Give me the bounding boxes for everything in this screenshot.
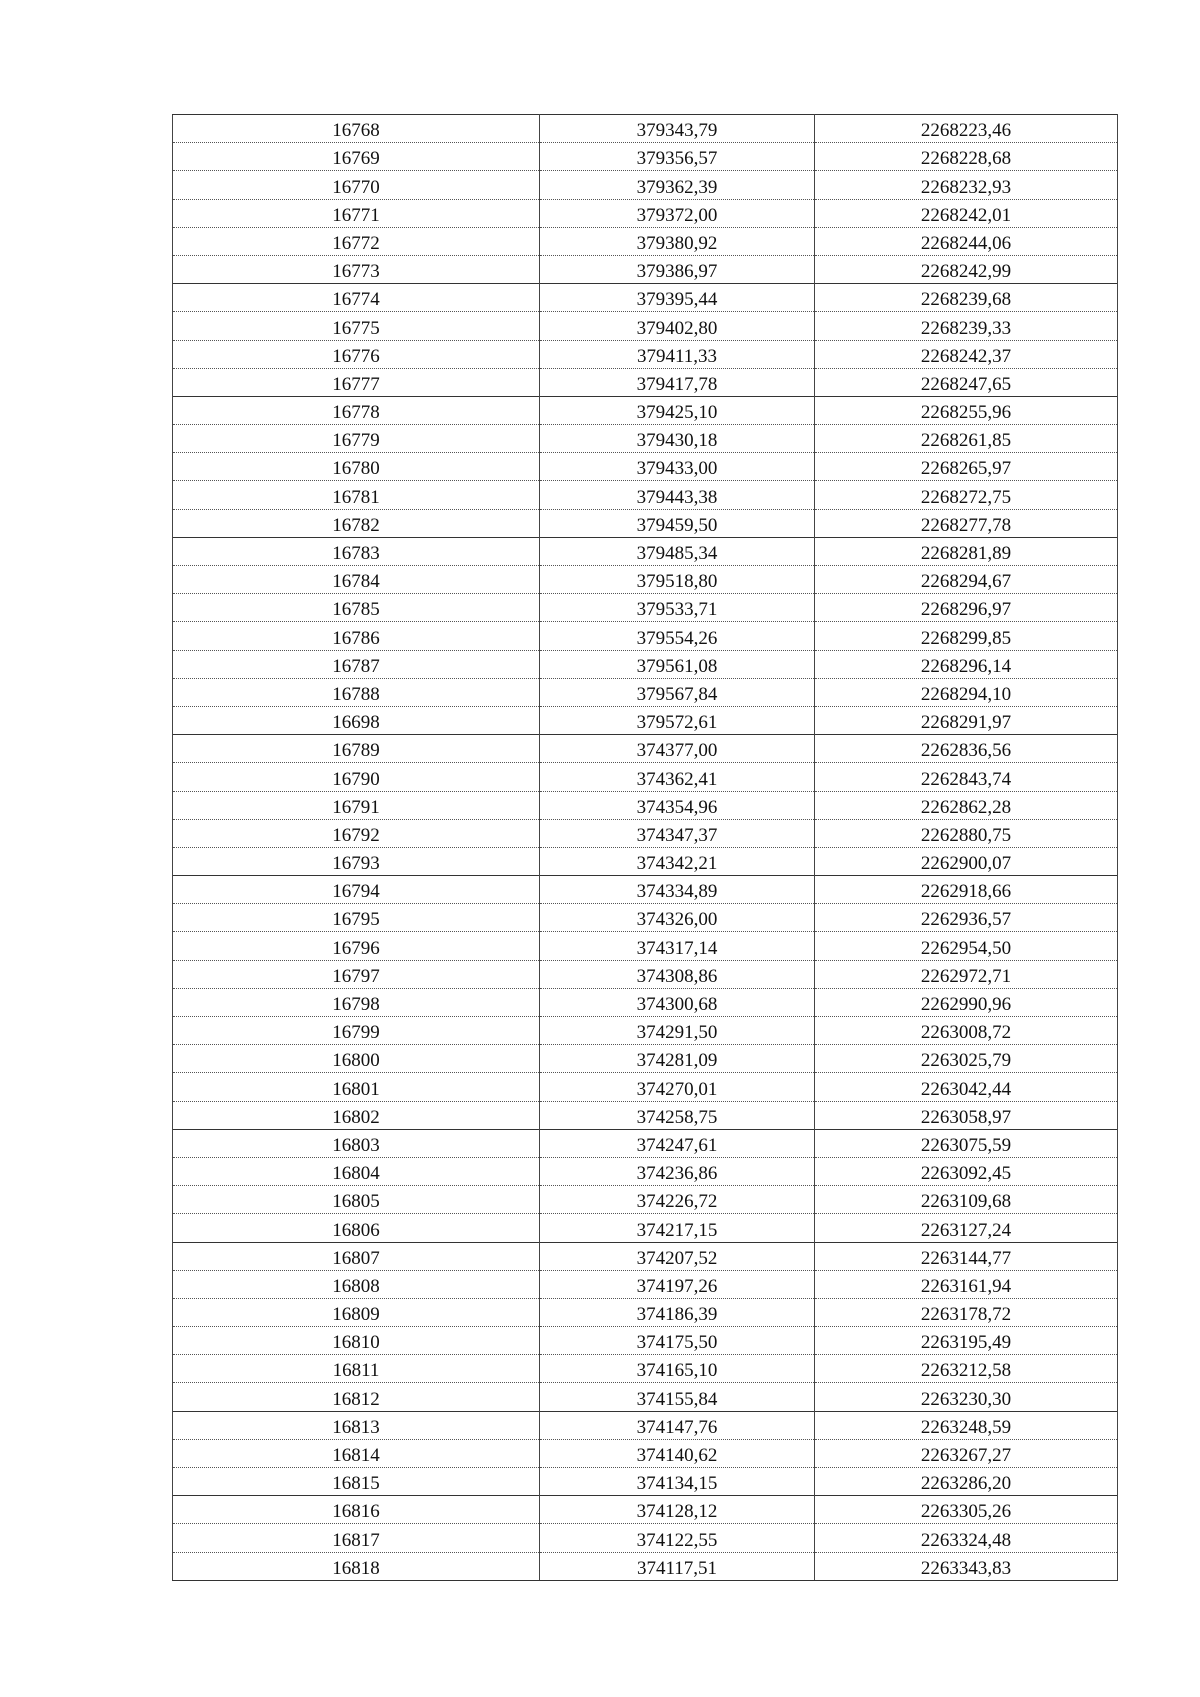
table-row [173, 988, 1118, 1016]
point-number-cell: 16791 [173, 791, 540, 819]
x-coordinate-cell: 379356,57 [540, 143, 815, 171]
point-number-cell: 16781 [173, 481, 540, 509]
x-coordinate-cell: 374140,62 [540, 1439, 815, 1467]
table-row [173, 1355, 1118, 1383]
y-coordinate-cell: 2268228,68 [815, 143, 1118, 171]
point-number-cell: 16769 [173, 143, 540, 171]
x-coordinate-cell: 379485,34 [540, 537, 815, 565]
point-number-cell: 16790 [173, 763, 540, 791]
x-coordinate-cell: 374334,89 [540, 876, 815, 904]
y-coordinate-cell: 2263212,58 [815, 1355, 1118, 1383]
x-coordinate-cell: 379411,33 [540, 340, 815, 368]
table-row [173, 566, 1118, 594]
y-coordinate-cell: 2268255,96 [815, 396, 1118, 424]
x-coordinate-cell: 379533,71 [540, 594, 815, 622]
x-coordinate-cell: 379402,80 [540, 312, 815, 340]
y-coordinate-cell: 2263008,72 [815, 1017, 1118, 1045]
point-number-cell: 16794 [173, 876, 540, 904]
x-coordinate-cell: 374165,10 [540, 1355, 815, 1383]
point-number-cell: 16778 [173, 396, 540, 424]
table-row [173, 960, 1118, 988]
y-coordinate-cell: 2268296,97 [815, 594, 1118, 622]
y-coordinate-cell: 2268299,85 [815, 622, 1118, 650]
x-coordinate-cell: 379417,78 [540, 368, 815, 396]
table-row [173, 1552, 1118, 1580]
point-number-cell: 16775 [173, 312, 540, 340]
point-number-cell: 16783 [173, 537, 540, 565]
point-number-cell: 16800 [173, 1045, 540, 1073]
y-coordinate-cell: 2268277,78 [815, 509, 1118, 537]
table-row [173, 1186, 1118, 1214]
y-coordinate-cell: 2263042,44 [815, 1073, 1118, 1101]
y-coordinate-cell: 2263324,48 [815, 1524, 1118, 1552]
table-row [173, 904, 1118, 932]
x-coordinate-cell: 374117,51 [540, 1552, 815, 1580]
y-coordinate-cell: 2268247,65 [815, 368, 1118, 396]
y-coordinate-cell: 2262900,07 [815, 847, 1118, 875]
table-row [173, 876, 1118, 904]
table-row [173, 594, 1118, 622]
y-coordinate-cell: 2268296,14 [815, 650, 1118, 678]
x-coordinate-cell: 374308,86 [540, 960, 815, 988]
x-coordinate-cell: 379567,84 [540, 678, 815, 706]
table-row [173, 1017, 1118, 1045]
y-coordinate-cell: 2268291,97 [815, 706, 1118, 734]
table-row [173, 396, 1118, 424]
x-coordinate-cell: 374354,96 [540, 791, 815, 819]
y-coordinate-cell: 2263286,20 [815, 1468, 1118, 1496]
table-row [173, 847, 1118, 875]
table-row [173, 1383, 1118, 1411]
table-row [173, 481, 1118, 509]
point-number-cell: 16803 [173, 1129, 540, 1157]
table-row [173, 1242, 1118, 1270]
y-coordinate-cell: 2263248,59 [815, 1411, 1118, 1439]
x-coordinate-cell: 374347,37 [540, 819, 815, 847]
y-coordinate-cell: 2268232,93 [815, 171, 1118, 199]
point-number-cell: 16787 [173, 650, 540, 678]
point-number-cell: 16772 [173, 227, 540, 255]
point-number-cell: 16698 [173, 706, 540, 734]
x-coordinate-cell: 379518,80 [540, 566, 815, 594]
table-row [173, 622, 1118, 650]
point-number-cell: 16808 [173, 1270, 540, 1298]
table-row [173, 1496, 1118, 1524]
x-coordinate-cell: 374186,39 [540, 1298, 815, 1326]
table-row [173, 453, 1118, 481]
x-coordinate-cell: 374207,52 [540, 1242, 815, 1270]
point-number-cell: 16801 [173, 1073, 540, 1101]
table-row [173, 678, 1118, 706]
table-row [173, 340, 1118, 368]
point-number-cell: 16768 [173, 115, 540, 143]
x-coordinate-cell: 374342,21 [540, 847, 815, 875]
x-coordinate-cell: 379343,79 [540, 115, 815, 143]
y-coordinate-cell: 2263305,26 [815, 1496, 1118, 1524]
table-row [173, 227, 1118, 255]
x-coordinate-cell: 379459,50 [540, 509, 815, 537]
x-coordinate-cell: 374317,14 [540, 932, 815, 960]
x-coordinate-cell: 374128,12 [540, 1496, 815, 1524]
y-coordinate-cell: 2263144,77 [815, 1242, 1118, 1270]
point-number-cell: 16805 [173, 1186, 540, 1214]
table-row [173, 1270, 1118, 1298]
y-coordinate-cell: 2262918,66 [815, 876, 1118, 904]
x-coordinate-cell: 379572,61 [540, 706, 815, 734]
point-number-cell: 16789 [173, 735, 540, 763]
table-row [173, 1298, 1118, 1326]
table-row [173, 1101, 1118, 1129]
x-coordinate-cell: 379425,10 [540, 396, 815, 424]
y-coordinate-cell: 2263343,83 [815, 1552, 1118, 1580]
table-row [173, 1411, 1118, 1439]
x-coordinate-cell: 374326,00 [540, 904, 815, 932]
x-coordinate-cell: 374122,55 [540, 1524, 815, 1552]
x-coordinate-cell: 379443,38 [540, 481, 815, 509]
y-coordinate-cell: 2262990,96 [815, 988, 1118, 1016]
table-row [173, 735, 1118, 763]
table-row [173, 1524, 1118, 1552]
point-number-cell: 16811 [173, 1355, 540, 1383]
y-coordinate-cell: 2262843,74 [815, 763, 1118, 791]
point-number-cell: 16773 [173, 255, 540, 283]
x-coordinate-cell: 379372,00 [540, 199, 815, 227]
y-coordinate-cell: 2268244,06 [815, 227, 1118, 255]
y-coordinate-cell: 2263109,68 [815, 1186, 1118, 1214]
x-coordinate-cell: 379395,44 [540, 284, 815, 312]
table-row [173, 537, 1118, 565]
table-row [173, 312, 1118, 340]
y-coordinate-cell: 2263195,49 [815, 1327, 1118, 1355]
y-coordinate-cell: 2262862,28 [815, 791, 1118, 819]
table-row [173, 791, 1118, 819]
table-row [173, 1327, 1118, 1355]
point-number-cell: 16780 [173, 453, 540, 481]
x-coordinate-cell: 374134,15 [540, 1468, 815, 1496]
y-coordinate-cell: 2268294,67 [815, 566, 1118, 594]
y-coordinate-cell: 2263127,24 [815, 1214, 1118, 1242]
point-number-cell: 16818 [173, 1552, 540, 1580]
y-coordinate-cell: 2263025,79 [815, 1045, 1118, 1073]
x-coordinate-cell: 379362,39 [540, 171, 815, 199]
table-row [173, 368, 1118, 396]
table-row [173, 1073, 1118, 1101]
point-number-cell: 16798 [173, 988, 540, 1016]
x-coordinate-cell: 374362,41 [540, 763, 815, 791]
table-row [173, 932, 1118, 960]
y-coordinate-cell: 2263267,27 [815, 1439, 1118, 1467]
y-coordinate-cell: 2268261,85 [815, 425, 1118, 453]
point-number-cell: 16771 [173, 199, 540, 227]
table-row [173, 1439, 1118, 1467]
y-coordinate-cell: 2262972,71 [815, 960, 1118, 988]
point-number-cell: 16792 [173, 819, 540, 847]
point-number-cell: 16779 [173, 425, 540, 453]
table-row [173, 650, 1118, 678]
point-number-cell: 16807 [173, 1242, 540, 1270]
point-number-cell: 16788 [173, 678, 540, 706]
table-row [173, 706, 1118, 734]
table-row [173, 199, 1118, 227]
x-coordinate-cell: 374236,86 [540, 1157, 815, 1185]
point-number-cell: 16806 [173, 1214, 540, 1242]
table-row [173, 115, 1118, 143]
y-coordinate-cell: 2268294,10 [815, 678, 1118, 706]
y-coordinate-cell: 2263230,30 [815, 1383, 1118, 1411]
table-row [173, 1157, 1118, 1185]
table-row [173, 763, 1118, 791]
point-number-cell: 16770 [173, 171, 540, 199]
x-coordinate-cell: 374291,50 [540, 1017, 815, 1045]
point-number-cell: 16784 [173, 566, 540, 594]
table-row [173, 284, 1118, 312]
table-row [173, 1045, 1118, 1073]
point-number-cell: 16814 [173, 1439, 540, 1467]
x-coordinate-cell: 374175,50 [540, 1327, 815, 1355]
y-coordinate-cell: 2268281,89 [815, 537, 1118, 565]
x-coordinate-cell: 379430,18 [540, 425, 815, 453]
point-number-cell: 16809 [173, 1298, 540, 1326]
y-coordinate-cell: 2262936,57 [815, 904, 1118, 932]
y-coordinate-cell: 2262836,56 [815, 735, 1118, 763]
table-row [173, 143, 1118, 171]
point-number-cell: 16796 [173, 932, 540, 960]
point-number-cell: 16813 [173, 1411, 540, 1439]
table-row [173, 171, 1118, 199]
x-coordinate-cell: 374226,72 [540, 1186, 815, 1214]
point-number-cell: 16786 [173, 622, 540, 650]
y-coordinate-cell: 2263058,97 [815, 1101, 1118, 1129]
y-coordinate-cell: 2262954,50 [815, 932, 1118, 960]
point-number-cell: 16776 [173, 340, 540, 368]
point-number-cell: 16817 [173, 1524, 540, 1552]
y-coordinate-cell: 2268239,68 [815, 284, 1118, 312]
x-coordinate-cell: 379433,00 [540, 453, 815, 481]
point-number-cell: 16774 [173, 284, 540, 312]
x-coordinate-cell: 374217,15 [540, 1214, 815, 1242]
y-coordinate-cell: 2268242,37 [815, 340, 1118, 368]
x-coordinate-cell: 379380,92 [540, 227, 815, 255]
coordinates-table [172, 114, 1118, 1581]
x-coordinate-cell: 374270,01 [540, 1073, 815, 1101]
point-number-cell: 16793 [173, 847, 540, 875]
table-row [173, 255, 1118, 283]
y-coordinate-cell: 2268242,01 [815, 199, 1118, 227]
x-coordinate-cell: 379386,97 [540, 255, 815, 283]
table-row [173, 1129, 1118, 1157]
point-number-cell: 16802 [173, 1101, 540, 1129]
y-coordinate-cell: 2268272,75 [815, 481, 1118, 509]
table-row [173, 509, 1118, 537]
y-coordinate-cell: 2263092,45 [815, 1157, 1118, 1185]
coordinates-table-body [173, 115, 1118, 1581]
y-coordinate-cell: 2268223,46 [815, 115, 1118, 143]
point-number-cell: 16785 [173, 594, 540, 622]
x-coordinate-cell: 379561,08 [540, 650, 815, 678]
point-number-cell: 16797 [173, 960, 540, 988]
point-number-cell: 16810 [173, 1327, 540, 1355]
x-coordinate-cell: 379554,26 [540, 622, 815, 650]
x-coordinate-cell: 374147,76 [540, 1411, 815, 1439]
y-coordinate-cell: 2268265,97 [815, 453, 1118, 481]
x-coordinate-cell: 374155,84 [540, 1383, 815, 1411]
x-coordinate-cell: 374197,26 [540, 1270, 815, 1298]
x-coordinate-cell: 374377,00 [540, 735, 815, 763]
y-coordinate-cell: 2268242,99 [815, 255, 1118, 283]
table-row [173, 1468, 1118, 1496]
point-number-cell: 16782 [173, 509, 540, 537]
point-number-cell: 16795 [173, 904, 540, 932]
table-row [173, 1214, 1118, 1242]
table-row [173, 819, 1118, 847]
point-number-cell: 16816 [173, 1496, 540, 1524]
y-coordinate-cell: 2268239,33 [815, 312, 1118, 340]
point-number-cell: 16812 [173, 1383, 540, 1411]
point-number-cell: 16777 [173, 368, 540, 396]
point-number-cell: 16815 [173, 1468, 540, 1496]
table-row [173, 425, 1118, 453]
point-number-cell: 16799 [173, 1017, 540, 1045]
x-coordinate-cell: 374258,75 [540, 1101, 815, 1129]
x-coordinate-cell: 374281,09 [540, 1045, 815, 1073]
y-coordinate-cell: 2263178,72 [815, 1298, 1118, 1326]
y-coordinate-cell: 2262880,75 [815, 819, 1118, 847]
y-coordinate-cell: 2263161,94 [815, 1270, 1118, 1298]
point-number-cell: 16804 [173, 1157, 540, 1185]
y-coordinate-cell: 2263075,59 [815, 1129, 1118, 1157]
x-coordinate-cell: 374247,61 [540, 1129, 815, 1157]
x-coordinate-cell: 374300,68 [540, 988, 815, 1016]
